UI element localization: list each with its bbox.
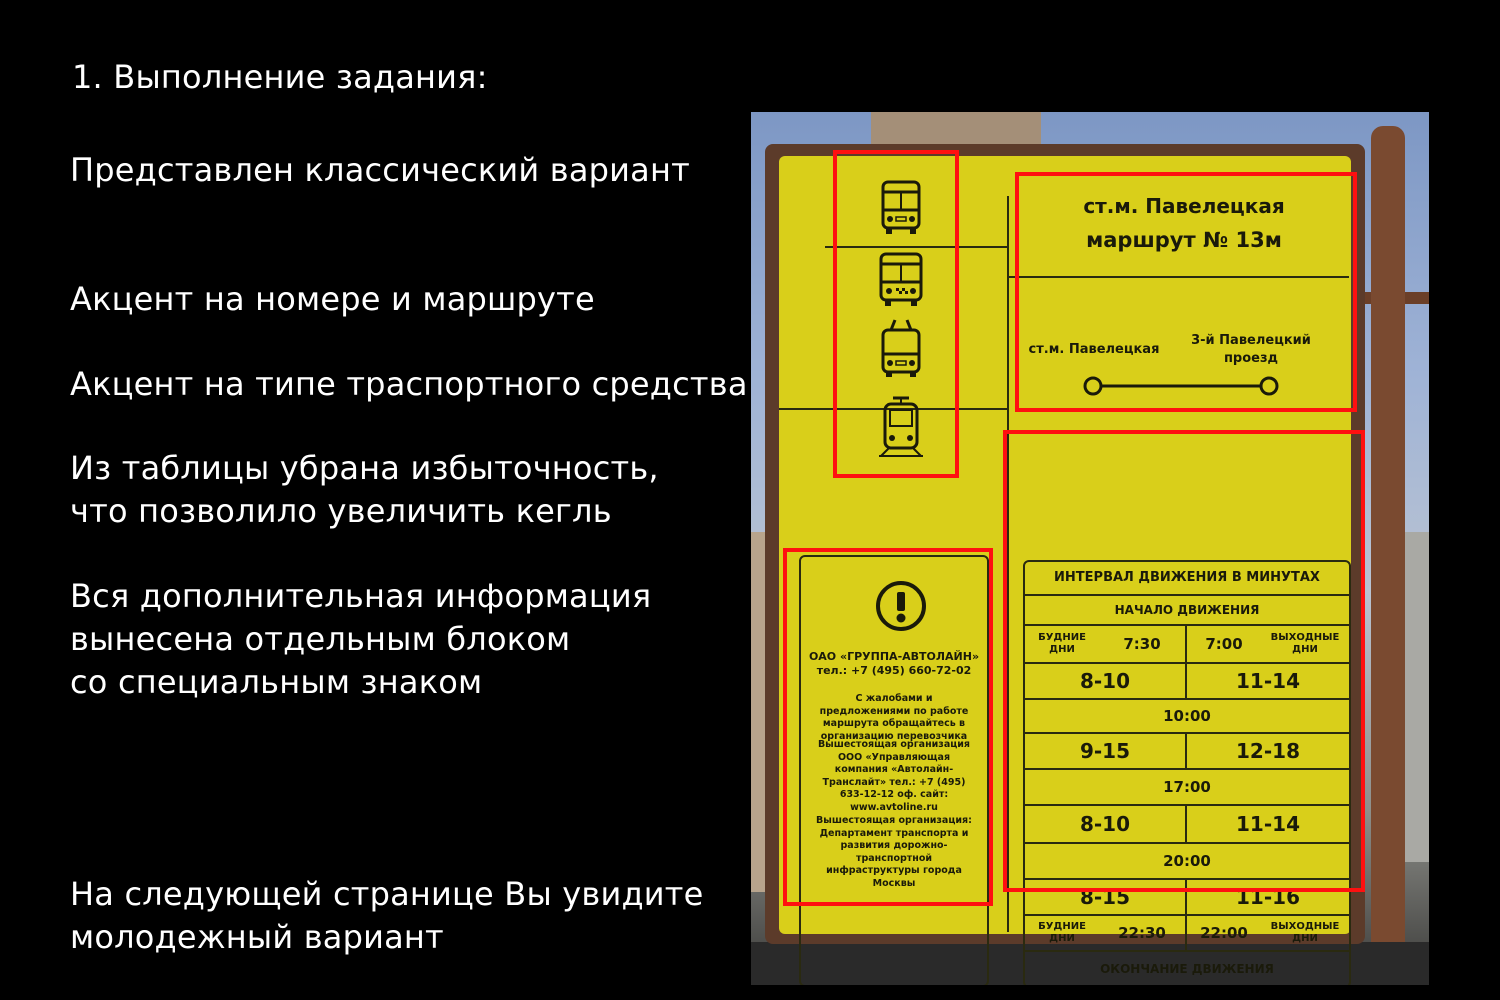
stop-name: ст.м. Павелецкая — [1083, 194, 1285, 218]
complaints-text: С жалобами и предложениями по работе маршрута обращайтесь в организацию перевозчика — [819, 693, 969, 742]
carrier-phone: тел.: +7 (495) 660-72-02 — [816, 664, 972, 677]
extra-info-line: вынесена отдельным блоком — [70, 620, 571, 658]
interval-time: 10:00 — [1163, 707, 1211, 725]
sign-pole — [1371, 126, 1405, 985]
slide-title: 1. Выполнение задания: — [72, 58, 488, 96]
highlight-interval-table — [1003, 430, 1365, 892]
classic-variant-text: Представлен классический вариант — [70, 151, 690, 189]
interval-weekend: 11-16 — [1236, 885, 1300, 909]
interval-time: 20:00 — [1163, 852, 1211, 870]
route-from: ст.м. Павелецкая — [1028, 342, 1160, 357]
start-weekday-time: 7:30 — [1123, 635, 1161, 653]
table-note-line: Из таблицы убрана избыточность, — [70, 449, 659, 487]
route-to: 3-й Павелецкий проезд — [1191, 333, 1311, 366]
weekends-label: ВЫХОДНЫЕ ДНИ — [1270, 921, 1340, 944]
next-page-note — [70, 873, 704, 959]
accent-type-text: Акцент на типе траспортного средства — [70, 365, 748, 403]
parent-org-text: Вышестоящая организация ООО «Управляющая компания «Автолайн-Транслайт» тел.: +7 (495) 633-12-12 оф. сайт: www.avtoline.ru — [817, 739, 971, 813]
table-row — [1025, 914, 1349, 950]
next-page-line: На следующей странице Вы увидите — [70, 875, 704, 913]
carrier-name: ОАО «ГРУППА-АВТОЛАЙН» — [808, 650, 980, 663]
start-label: НАЧАЛО ДВИЖЕНИЯ — [1114, 603, 1260, 617]
extra-info-line: со специальным знаком — [70, 663, 483, 701]
highlight-vehicle-types — [833, 150, 959, 478]
end-label: ОКОНЧАНИЕ ДВИЖЕНИЯ — [1100, 962, 1274, 976]
interval-weekday: 8-10 — [1079, 669, 1131, 693]
table-row — [1025, 950, 1349, 985]
interval-weekday: 9-15 — [1079, 739, 1131, 763]
highlight-route — [1015, 172, 1357, 412]
table-note-line: что позволило увеличить кегль — [70, 492, 612, 530]
parent-org-dept-text: Вышестоящая организация: Департамент транспорта и развития дорожно-транспортной инфраструктуры города Москвы — [816, 815, 972, 889]
weekdays-label: БУДНИЕ ДНИ — [1038, 921, 1086, 944]
interval-weekend: 12-18 — [1236, 739, 1300, 763]
interval-weekday: 8-10 — [1079, 812, 1131, 836]
interval-header: ИНТЕРВАЛ ДВИЖЕНИЯ В МИНУТАХ — [1054, 570, 1320, 585]
interval-weekday: 8-15 — [1079, 885, 1131, 909]
highlight-info-block — [783, 548, 993, 906]
extra-info-note — [70, 575, 651, 704]
interval-time: 17:00 — [1163, 778, 1211, 796]
start-weekend-time: 7:00 — [1205, 635, 1243, 653]
end-weekend-time: 22:00 — [1200, 924, 1248, 942]
extra-info-line: Вся дополнительная информация — [70, 577, 652, 615]
next-page-line: молодежный вариант — [70, 918, 444, 956]
weekdays-label: БУДНИЕ ДНИ — [1038, 632, 1086, 655]
interval-weekend: 11-14 — [1236, 812, 1300, 836]
accent-number-text: Акцент на номере и маршруте — [70, 280, 595, 318]
interval-weekend: 11-14 — [1236, 669, 1300, 693]
end-weekday-time: 22:30 — [1118, 924, 1166, 942]
table-note — [70, 447, 659, 533]
sign-photo — [751, 112, 1429, 985]
route-number: маршрут № 13м — [1086, 228, 1282, 252]
weekends-label: ВЫХОДНЫЕ ДНИ — [1270, 632, 1340, 655]
